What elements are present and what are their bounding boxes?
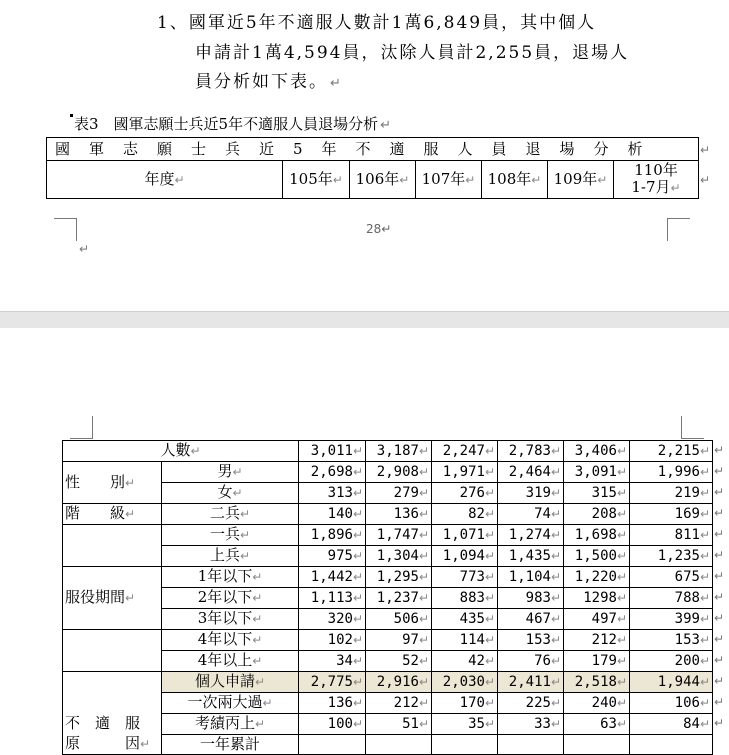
cell-value: 319↵ [498,483,564,504]
paragraph-text: 1、國軍近5年不適服人數計1萬6,849員，其中個人 [157,13,597,33]
paragraph-text: 員分析如下表。 [195,72,328,92]
cell-value: 1,304↵ [366,546,432,567]
paragraph-line-3 [195,67,343,92]
group-label-gender: 性 別↵ [63,462,162,504]
row-label: 一兵↵ [162,525,299,546]
document-page-top [0,0,729,311]
cell-value: 773↵ [432,567,498,588]
year-label-cell: 年度↵ [47,161,283,199]
group-label-empty [63,525,162,567]
cell-value [630,735,713,755]
table-row [63,567,713,588]
cell-value: 225↵ [498,693,564,714]
cell-value: 1,220↵ [564,567,630,588]
cell-value: 1,996↵ [630,462,713,483]
year-cell: 106年↵ [350,161,416,199]
cell-value: 1,237↵ [366,588,432,609]
cell-value: 208↵ [564,504,630,525]
cell-value: 1,113↵ [299,588,366,609]
cell-value [432,735,498,755]
row-label: 2年以下↵ [162,588,299,609]
cell-value: 42↵ [432,651,498,672]
table-row [47,161,699,199]
cell-value: 100↵ [299,714,366,735]
cell-value: 84↵ [630,714,713,735]
cell-value: 2,908↵ [366,462,432,483]
cell-value: 983↵ [498,588,564,609]
year-cell: 109年↵ [548,161,614,199]
cell-value: 2,775↵ [299,672,366,693]
row-end-mark-icon: ↵ [714,505,725,520]
cell-value: 63↵ [564,714,630,735]
cell-value: 136↵ [366,504,432,525]
row-end-mark-icon: ↵ [714,673,725,688]
cell-value: 153↵ [630,630,713,651]
cell-value: 1,500↵ [564,546,630,567]
group-label-empty [63,630,162,672]
cell-value: 1,971↵ [432,462,498,483]
cell-value: 3,091↵ [564,462,630,483]
row-end-mark-icon: ↵ [714,547,725,562]
cell-value: 1,747↵ [366,525,432,546]
cell-value: 106↵ [630,693,713,714]
cell-value: 1298↵ [564,588,630,609]
row-end-mark-icon: ↵ [714,589,725,604]
row-end-mark-icon: ↵ [714,715,725,730]
table-row [63,630,713,651]
cell-value: 2,411↵ [498,672,564,693]
cell-value: 51↵ [366,714,432,735]
row-end-mark-icon: ↵ [714,442,725,457]
paragraph-mark-icon: ↵ [330,76,343,91]
year-cell: 105年↵ [283,161,350,199]
cell-value: 170↵ [432,693,498,714]
cell-value: 276↵ [432,483,498,504]
cell-value: 200↵ [630,651,713,672]
cell-value: 279↵ [366,483,432,504]
caption-text: 表3 國軍志願士兵近5年不適服人員退場分析 [74,115,379,133]
cell-value: 179↵ [564,651,630,672]
table-caption [74,113,391,134]
cell-value [498,735,564,755]
cell-value: 975↵ [299,546,366,567]
cell-value: 675↵ [630,567,713,588]
cell-value: 82↵ [432,504,498,525]
row-end-mark-icon: ↵ [714,463,725,478]
header-table [46,137,699,199]
cell-value: 883↵ [432,588,498,609]
row-label: 人數↵ [63,441,299,462]
paragraph-text: 申請計1萬4,594員，汰除人員計2,255員，退場人 [195,43,630,63]
table-row [63,525,713,546]
cell-value: 97↵ [366,630,432,651]
cell-value: 34↵ [299,651,366,672]
row-end-mark-icon: ↵ [700,173,711,187]
table-row [63,504,713,525]
row-end-mark-icon: ↵ [714,610,725,625]
paragraph-line-1 [157,8,596,33]
cell-value [564,735,630,755]
paragraph-mark-icon: ↵ [79,242,90,256]
cell-value: 140↵ [299,504,366,525]
cell-value: 169↵ [630,504,713,525]
table-row [63,462,713,483]
cell-value: 2,518↵ [564,672,630,693]
table-title: 國軍志願士兵近5年不適服人員退場分析 [55,140,662,158]
row-label: 一年累計 [162,735,299,755]
row-end-mark-icon: ↵ [714,568,725,583]
cell-value: 52↵ [366,651,432,672]
crop-mark-icon [70,416,93,439]
cell-value: 3,011↵ [299,441,366,462]
row-label: 1年以下↵ [162,567,299,588]
cell-value: 506↵ [366,609,432,630]
cell-value: 136↵ [299,693,366,714]
cell-value: 399↵ [630,609,713,630]
cell-value: 1,104↵ [498,567,564,588]
row-label: 一次兩大過↵ [162,693,299,714]
row-label-highlighted: 個人申請↵ [162,672,299,693]
table-row [47,138,699,161]
cell-value: 1,094↵ [432,546,498,567]
paragraph-mark-icon: ↵ [380,118,391,133]
cell-value: 3,187↵ [366,441,432,462]
cell-value: 74↵ [498,504,564,525]
row-end-mark-icon: ↵ [714,526,725,541]
row-end-mark-icon: ↵ [714,694,725,709]
row-label: 二兵↵ [162,504,299,525]
cell-value: 2,783↵ [498,441,564,462]
page-number: 28↵ [366,222,392,236]
cell-value: 1,896↵ [299,525,366,546]
row-end-mark-icon: ↵ [714,484,725,499]
row-label: 女↵ [162,483,299,504]
cell-value: 1,071↵ [432,525,498,546]
data-table [62,440,713,755]
cell-value: 2,698↵ [299,462,366,483]
year-cell: 107年↵ [416,161,482,199]
row-label: 男↵ [162,462,299,483]
cell-value: 315↵ [564,483,630,504]
cell-value: 2,215↵ [630,441,713,462]
cell-value: 2,464↵ [498,462,564,483]
table-row [63,672,713,693]
cell-value [366,735,432,755]
cell-value: 219↵ [630,483,713,504]
cell-value: 1,442↵ [299,567,366,588]
cell-value: 33↵ [498,714,564,735]
cell-value: 788↵ [630,588,713,609]
cell-value: 35↵ [432,714,498,735]
cell-value: 1,435↵ [498,546,564,567]
group-label-rank: 階 級↵ [63,504,162,525]
cell-value: 1,295↵ [366,567,432,588]
row-end-mark-icon: ↵ [714,652,725,667]
row-label: 考績丙上↵ [162,714,299,735]
cell-value [299,735,366,755]
year-cell: 108年↵ [482,161,548,199]
row-end-mark-icon: ↵ [714,631,725,646]
cell-value: 811↵ [630,525,713,546]
cell-value: 1,274↵ [498,525,564,546]
cell-value: 1,944↵ [630,672,713,693]
cell-value: 467↵ [498,609,564,630]
row-end-mark-icon: ↵ [700,143,711,157]
cell-value: 212↵ [564,630,630,651]
cell-value: 240↵ [564,693,630,714]
page-separator [0,311,729,329]
group-label-reason: 不 適 服 原 因↵ [63,672,162,755]
cell-value: 2,247↵ [432,441,498,462]
cell-value: 2,916↵ [366,672,432,693]
cell-value: 435↵ [432,609,498,630]
table-title-cell [47,138,699,161]
table-row [63,441,713,462]
cell-value: 1,235↵ [630,546,713,567]
anchor-bullet-icon [70,114,73,117]
cell-value: 313↵ [299,483,366,504]
cell-value: 76↵ [498,651,564,672]
crop-mark-icon [667,218,690,241]
crop-mark-icon [681,416,704,439]
row-label: 4年以下↵ [162,630,299,651]
cell-value: 212↵ [366,693,432,714]
paragraph-line-2 [195,38,629,63]
cell-value: 1,698↵ [564,525,630,546]
row-label: 上兵↵ [162,546,299,567]
cell-value: 3,406↵ [564,441,630,462]
cell-value: 153↵ [498,630,564,651]
year-cell-110: 110年 1-7月↵ [614,161,699,199]
group-label-service: 服役期間↵ [63,567,162,630]
cell-value: 2,030↵ [432,672,498,693]
cell-value: 102↵ [299,630,366,651]
row-label: 3年以下↵ [162,609,299,630]
row-label: 4年以上↵ [162,651,299,672]
cell-value: 320↵ [299,609,366,630]
cell-value: 497↵ [564,609,630,630]
cell-value: 114↵ [432,630,498,651]
crop-mark-icon [54,218,77,241]
